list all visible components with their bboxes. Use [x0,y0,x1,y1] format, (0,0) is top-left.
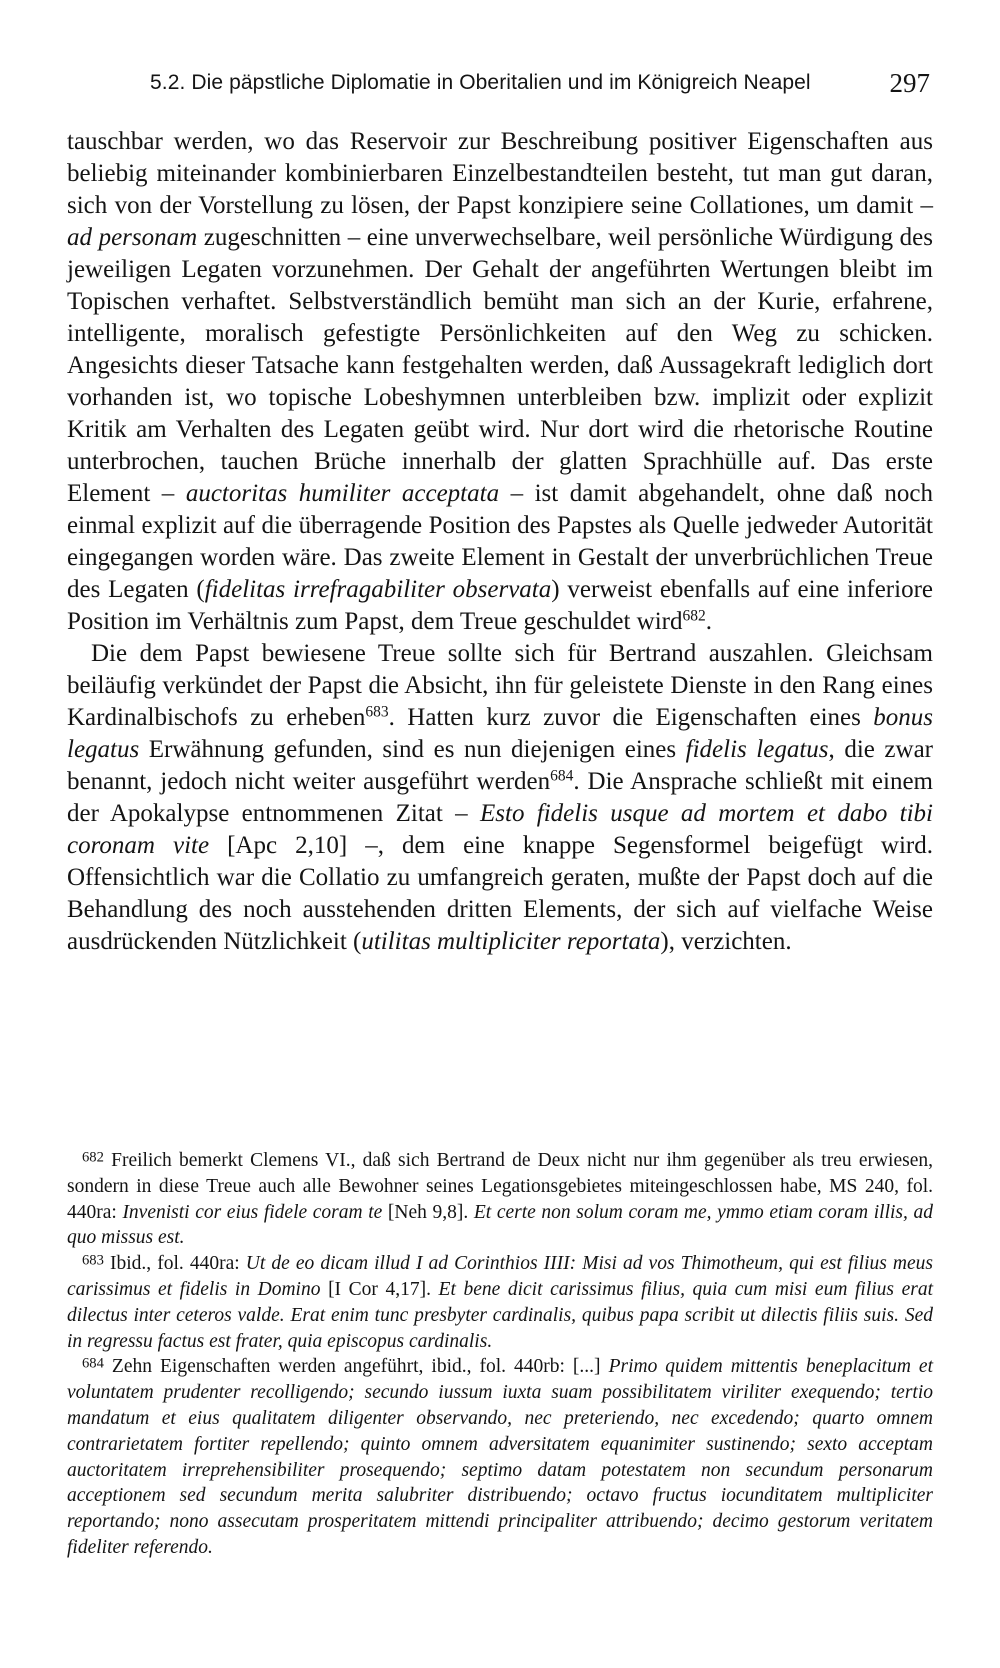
italic-term: bonus legatus [67,704,933,763]
italic-term: utilitas multipliciter reportata [361,928,661,955]
footnote-684 [67,1354,933,1560]
paragraph-1 [67,126,933,638]
text-run: ) verweist ebenfalls auf eine inferiore Position im Verhältnis zum Papst, dem Treue geschuldet wird [67,576,933,635]
section-title: 5.2. Die päpstliche Diplomatie in Oberitalien und im Königreich Neapel [150,71,811,94]
italic-quote: Esto fidelis usque ad mortem et dabo tibi coronam vite [67,800,934,859]
footnote-ref-682[interactable]: 682 [682,607,706,625]
text-run: [Apc 2,10] –, dem eine knappe Segensformel beigefügt wird. Offensichtlich war die Collatio zu umfangreich geraten, mußte der Papst doch auf die Behandlung des noch ausstehenden dritten Elements, der sich auf vielfache Weise ausdrückenden Nützlichkeit ( [67,832,933,955]
footnote-682 [67,1148,933,1251]
footnote-ref-683[interactable]: 683 [365,703,389,721]
text-run: Ibid., fol. 440ra: [103,1253,246,1275]
footnote-number: 684 [82,1356,104,1372]
italic-quote: Invenisti cor eius fidele coram te [122,1201,383,1223]
italic-quote: Et certe non solum coram me, ymmo etiam coram illis, ad quo missus est. [67,1201,933,1249]
italic-quote: Ut de eo dicam illud I ad Corinthios IIII: Misi ad vos Thimotheum, qui est filius meus carissimus et fidelis in Domino [67,1253,934,1300]
text-run: . Die Ansprache schließt mit einem der Apokalypse entnommenen Zitat – [67,768,933,827]
text-run: Freilich bemerkt Clemens VI., daß sich Bertrand de Deux nicht nur ihm gegenüber als treu erwiesen, sondern in diese Treue auch alle Bewohner seines Legationsgebietes miteingeschlossen habe, MS 240, fol. 440ra: [67,1150,933,1223]
text-run: tauschbar werden, wo das Reservoir zur Beschreibung positiver Eigenschaften aus beliebig miteinander kombinierbaren Einzelbestandteilen besteht, tut man gut daran, sich von der Vorstellung zu lösen, der Papst konzipiere seine Collationes, um damit – [67,128,933,219]
footnote-683 [67,1251,933,1354]
italic-term: fidelitas irrefragabiliter observata [204,576,552,603]
running-header [150,66,930,100]
text-run: – ist damit abgehandelt, ohne daß noch einmal explizit auf die überragende Position des Papstes als Quelle jedweder Autorität eingegangen worden wäre. Das zweite Element in Gestalt der unverbrüchlichen Treue des Legaten ( [67,480,933,603]
paragraph-2 [67,638,933,958]
italic-term: fidelis legatus [685,736,829,763]
italic-term: auctoritas humiliter acceptata [185,480,500,507]
text-run: Die dem Papst bewiesene Treue sollte sich für Bertrand auszahlen. Gleichsam beiläufig verkündet der Papst die Absicht, ihn für geleistete Dienste in den Rang eines Kardinalbischofs zu erheben [67,640,933,731]
italic-quote: Et bene dicit carissimus filius, quia cum misi eum filius erat dilectus inter ceteros valde. Erat enim tunc presbyter cardinalis, quibus papa scribit ut dilectis filiis suis. Sed in regressu factus est frater, quia episcopus cardinalis. [67,1278,933,1352]
text-run: zugeschnitten – eine unverwechselbare, weil persönliche Würdigung des jeweiligen Legaten vorzunehmen. Der Gehalt der angeführten Wertungen bleibt im Topischen verhaftet. Selbstverständlich bemüht man sich an der Kurie, erfahrene, intelligente, moralisch gefestigte Persönlichkeiten auf den Weg zu schicken. Angesichts dieser Tatsache kann festgehalten werden, daß Aussagekraft lediglich dort vorhanden ist, wo topische Lobeshymnen unterbleiben bzw. implizit oder explizit Kritik am Verhalten des Legaten geübt wird. Nur dort wird die rhetorische Routine unterbrochen, tauchen Brüche innerhalb der glatten Sprachhülle auf. Das erste Element – [67,224,933,507]
page-number: 297 [889,68,930,98]
text-run: [Neh 9,8]. [382,1201,474,1223]
text-run: ), verzichten. [660,928,792,955]
text-run: Zehn Eigenschaften werden angeführt, ibid., fol. 440rb: [...] [103,1356,609,1378]
text-run: . [705,608,712,635]
italic-term: ad personam [67,224,198,251]
footnote-ref-684[interactable]: 684 [550,767,574,785]
footnotes [67,1148,933,1561]
text-run: Erwähnung gefunden, sind es nun diejenigen eines [139,736,686,763]
footnote-number: 683 [82,1252,104,1269]
text-run: . Hatten kurz zuvor die Eigenschaften eines [388,704,874,731]
text-run: , die zwar benannt, jedoch nicht weiter ausgeführt werden [67,736,933,795]
main-text [67,126,933,958]
footnote-number: 682 [82,1149,104,1166]
italic-quote: Primo quidem mittentis beneplacitum et voluntatem prudenter recolligendo; secundo iussum iuxta suam possibilitatem viriliter exequendo; tertio mandatum et eius qualitatem diligenter observando, nec preteriendo, nec excedendo; quarto omnem contrarietatem fortiter repellendo; quinto omnem adversitatem equanimiter sustinendo; sexto acceptam auctoritatem irreprehensibiliter prosequendo; septimo datam potestatem non secundum personarum acceptionem sed secundum merita salubriter distribuendo; octavo fructus iocunditatem multipliciter reportando; nono assecutam prosperitatem mittendi principaliter attribuendo; decimo gestorum veritatem fideliter referendo. [67,1356,934,1558]
text-run: [I Cor 4,17]. [320,1278,439,1300]
